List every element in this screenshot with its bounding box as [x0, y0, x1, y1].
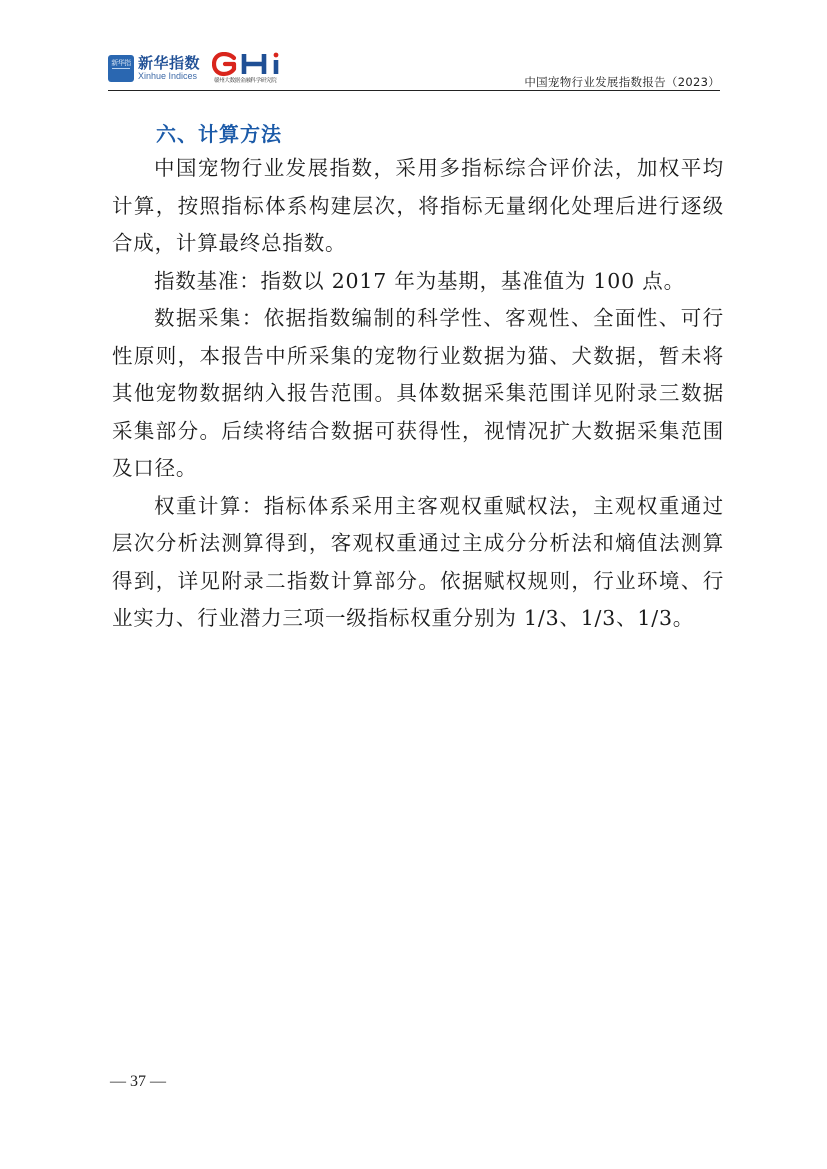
header-divider: [108, 90, 720, 91]
paragraph-data-collection: 数据采集：依据指数编制的科学性、客观性、全面性、可行性原则，本报告中所采集的宠物行业数据为猫、犬数据，暂未将其他宠物数据纳入报告范围。具体数据采集范围详见附录三数据采集部分。后续将结合数据可获得性，视情况扩大数据采集范围及口径。: [112, 306, 724, 480]
paragraph-index-baseline: 指数基准：指数以 2017 年为基期，基准值为 100 点。: [154, 268, 685, 293]
paragraph-method-overview: 中国宠物行业发展指数，采用多指标综合评价法，加权平均计算，按照指标体系构建层次，将指标无量纲化处理后进行逐级合成，计算最终总指数。: [112, 156, 724, 255]
xinhua-logo-mark-text: 新华指: [111, 59, 131, 67]
page-number: — 37 —: [110, 1073, 166, 1090]
xinhua-logo-name-cn: 新华指数: [138, 54, 201, 72]
report-title: 中国宠物行业发展指数报告（2023）: [524, 75, 720, 89]
ghi-logo: [212, 52, 304, 86]
xinhua-indices-logo: [108, 52, 208, 86]
xinhua-logo-mark: [108, 55, 134, 82]
ghi-logo-letters: [212, 52, 304, 78]
body-text: [112, 150, 724, 638]
xinhua-logo-name-en: Xinhue Indices: [138, 71, 198, 81]
page-header: [108, 52, 720, 92]
section-heading: 六、计算方法: [156, 122, 282, 146]
paragraph-weight-calculation: 权重计算：指标体系采用主客观权重赋权法，主观权重通过层次分析法测算得到，客观权重通过主成分分析法和熵值法测算得到，详见附录二指数计算部分。依据赋权规则，行业环境、行业实力、行业潜力三项一级指标权重分别为 1/3、1/3、1/3。: [112, 493, 724, 630]
ghi-logo-subtitle: 赣州大数据金融科学研究院: [214, 78, 277, 84]
